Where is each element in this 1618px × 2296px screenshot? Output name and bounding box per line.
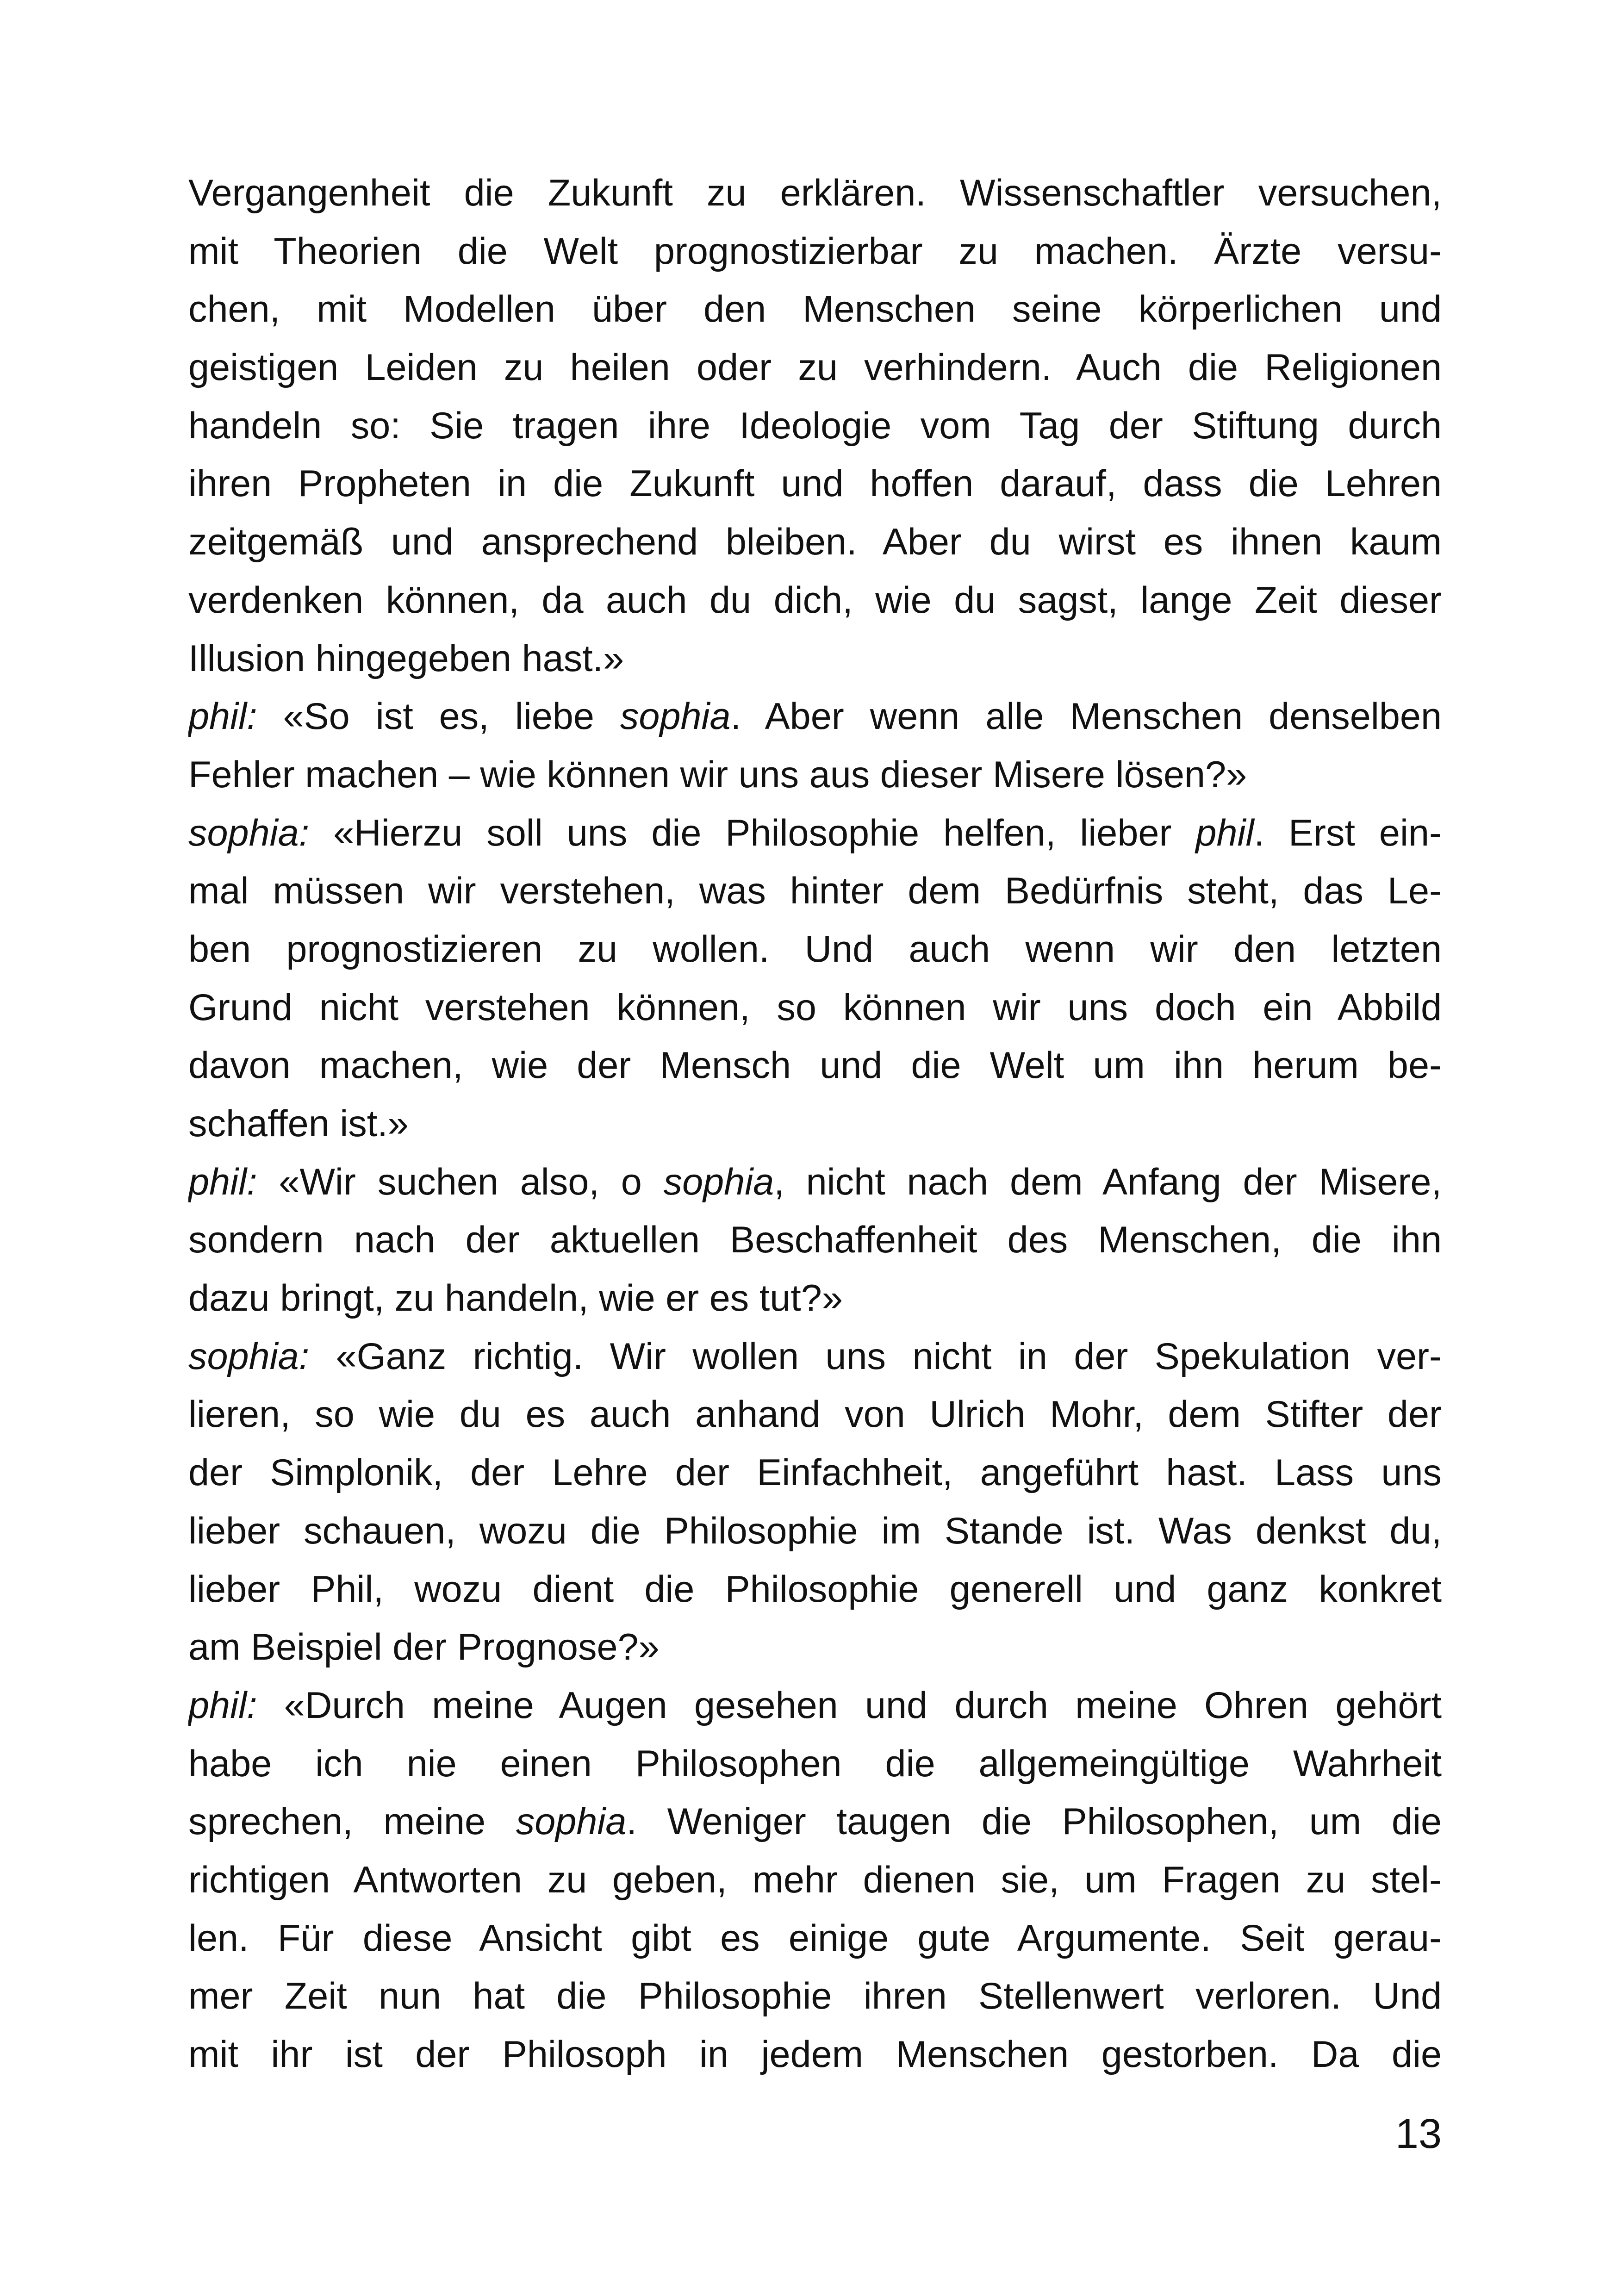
text-line [188,223,1442,281]
text-segment: der Simplonik, der Lehre der Einfachheit, angeführt hast. Lass uns [188,1452,1442,1494]
text-segment: lieren, so wie du es auch anhand von Ulrich Mohr, dem Stifter der [188,1394,1442,1436]
text-line [188,280,1442,339]
text-line [188,455,1442,513]
text-segment: ben prognostizieren zu wollen. Und auch wenn wir den letzten [188,928,1442,970]
text-segment: Illusion hingegeben hast.» [188,637,624,679]
text-segment: . Weniger taugen die Philosophen, um die [626,1801,1442,1843]
text-line [188,1095,1442,1153]
text-line [188,1037,1442,1095]
text-line [188,1735,1442,1793]
text-segment: handeln so: Sie tragen ihre Ideologie vom Tag der Stiftung durch [188,404,1442,447]
text-line [188,804,1442,863]
text-segment: am Beispiel der Prognose?» [188,1626,660,1668]
speaker-name: phil [1195,812,1254,854]
text-line [188,1153,1442,1212]
text-line [188,2026,1442,2084]
text-segment: «Ganz richtig. Wir wollen uns nicht in der Spekulation ver- [309,1335,1442,1377]
speaker-name: phil: [188,696,257,738]
text-line [188,1386,1442,1444]
text-segment: zeitgemäß und ansprechend bleiben. Aber du wirst es ihnen kaum [188,521,1442,563]
text-segment: Fehler machen – wie können wir uns aus dieser Misere lösen?» [188,753,1247,796]
text-line [188,1502,1442,1561]
speaker-name: phil: [188,1684,257,1726]
text-line [188,1444,1442,1502]
text-line [188,1851,1442,1910]
text-segment: schaffen ist.» [188,1103,409,1145]
text-segment: habe ich nie einen Philosophen die allgemeingültige Wahrheit [188,1742,1442,1785]
text-line [188,746,1442,804]
page-number: 13 [1395,2111,1442,2157]
speaker-name: phil: [188,1161,257,1203]
text-line [188,921,1442,979]
text-line [188,979,1442,1037]
text-segment: chen, mit Modellen über den Menschen seine körperlichen und [188,288,1442,330]
text-line [188,688,1442,746]
text-segment: «Wir suchen also, o [257,1161,664,1203]
text-segment: geistigen Leiden zu heilen oder zu verhindern. Auch die Religionen [188,347,1442,389]
text-segment: sondern nach der aktuellen Beschaffenheit des Menschen, die ihn [188,1219,1442,1261]
text-line [188,339,1442,397]
body-text [188,164,1442,2084]
text-line [188,630,1442,688]
text-segment: mit ihr ist der Philosoph in jedem Menschen gestorben. Da die [188,2034,1442,2075]
text-segment: , nicht nach dem Anfang der Misere, [774,1161,1442,1203]
text-line [188,1211,1442,1269]
text-line [188,1677,1442,1735]
text-segment: Grund nicht verstehen können, so können wir uns doch ein Abbild [188,986,1442,1028]
text-segment: «So ist es, liebe [257,696,620,738]
text-segment: verdenken können, da auch du dich, wie du sagst, lange Zeit dieser [188,579,1442,621]
text-line [188,862,1442,921]
text-line [188,1618,1442,1677]
text-line [188,164,1442,223]
text-line [188,572,1442,630]
text-line [188,1967,1442,2026]
text-line [188,1910,1442,1968]
text-segment: . Erst ein- [1254,812,1442,854]
text-segment: mal müssen wir verstehen, was hinter dem Bedürfnis steht, das Le- [188,870,1442,912]
text-segment: . Aber wenn alle Menschen denselben [730,696,1442,738]
text-line [188,1328,1442,1386]
text-segment: lieber Phil, wozu dient die Philosophie generell und ganz konkret [188,1568,1442,1610]
text-segment: lieber schauen, wozu die Philosophie im Stande ist. Was denkst du, [188,1510,1442,1552]
text-segment: len. Für diese Ansicht gibt es einige gute Argumente. Seit gerau- [188,1917,1442,1959]
text-line [188,513,1442,572]
text-segment: richtigen Antworten zu geben, mehr dienen sie, um Fragen zu stel- [188,1859,1442,1901]
speaker-name: sophia: [188,812,310,854]
speaker-name: sophia [516,1801,627,1843]
text-segment: dazu bringt, zu handeln, wie er es tut?» [188,1277,843,1319]
text-segment: davon machen, wie der Mensch und die Welt um ihn herum be- [188,1045,1442,1087]
speaker-name: sophia [663,1161,774,1203]
text-segment: mit Theorien die Welt prognostizierbar zu machen. Ärzte versu- [188,230,1442,272]
speaker-name: sophia [620,696,731,738]
text-segment: ihren Propheten in die Zukunft und hoffen darauf, dass die Lehren [188,463,1442,505]
text-segment: «Hierzu soll uns die Philosophie helfen, lieber [309,812,1196,854]
text-line [188,1561,1442,1619]
text-line [188,397,1442,455]
text-line [188,1793,1442,1851]
speaker-name: sophia: [188,1335,310,1377]
text-line [188,1269,1442,1328]
text-segment: mer Zeit nun hat die Philosophie ihren Stellenwert verloren. Und [188,1975,1442,2017]
text-segment: «Durch meine Augen gesehen und durch meine Ohren gehört [257,1684,1442,1726]
text-segment: Vergangenheit die Zukunft zu erklären. Wissenschaftler versuchen, [188,172,1442,214]
text-segment: sprechen, meine [188,1801,516,1843]
